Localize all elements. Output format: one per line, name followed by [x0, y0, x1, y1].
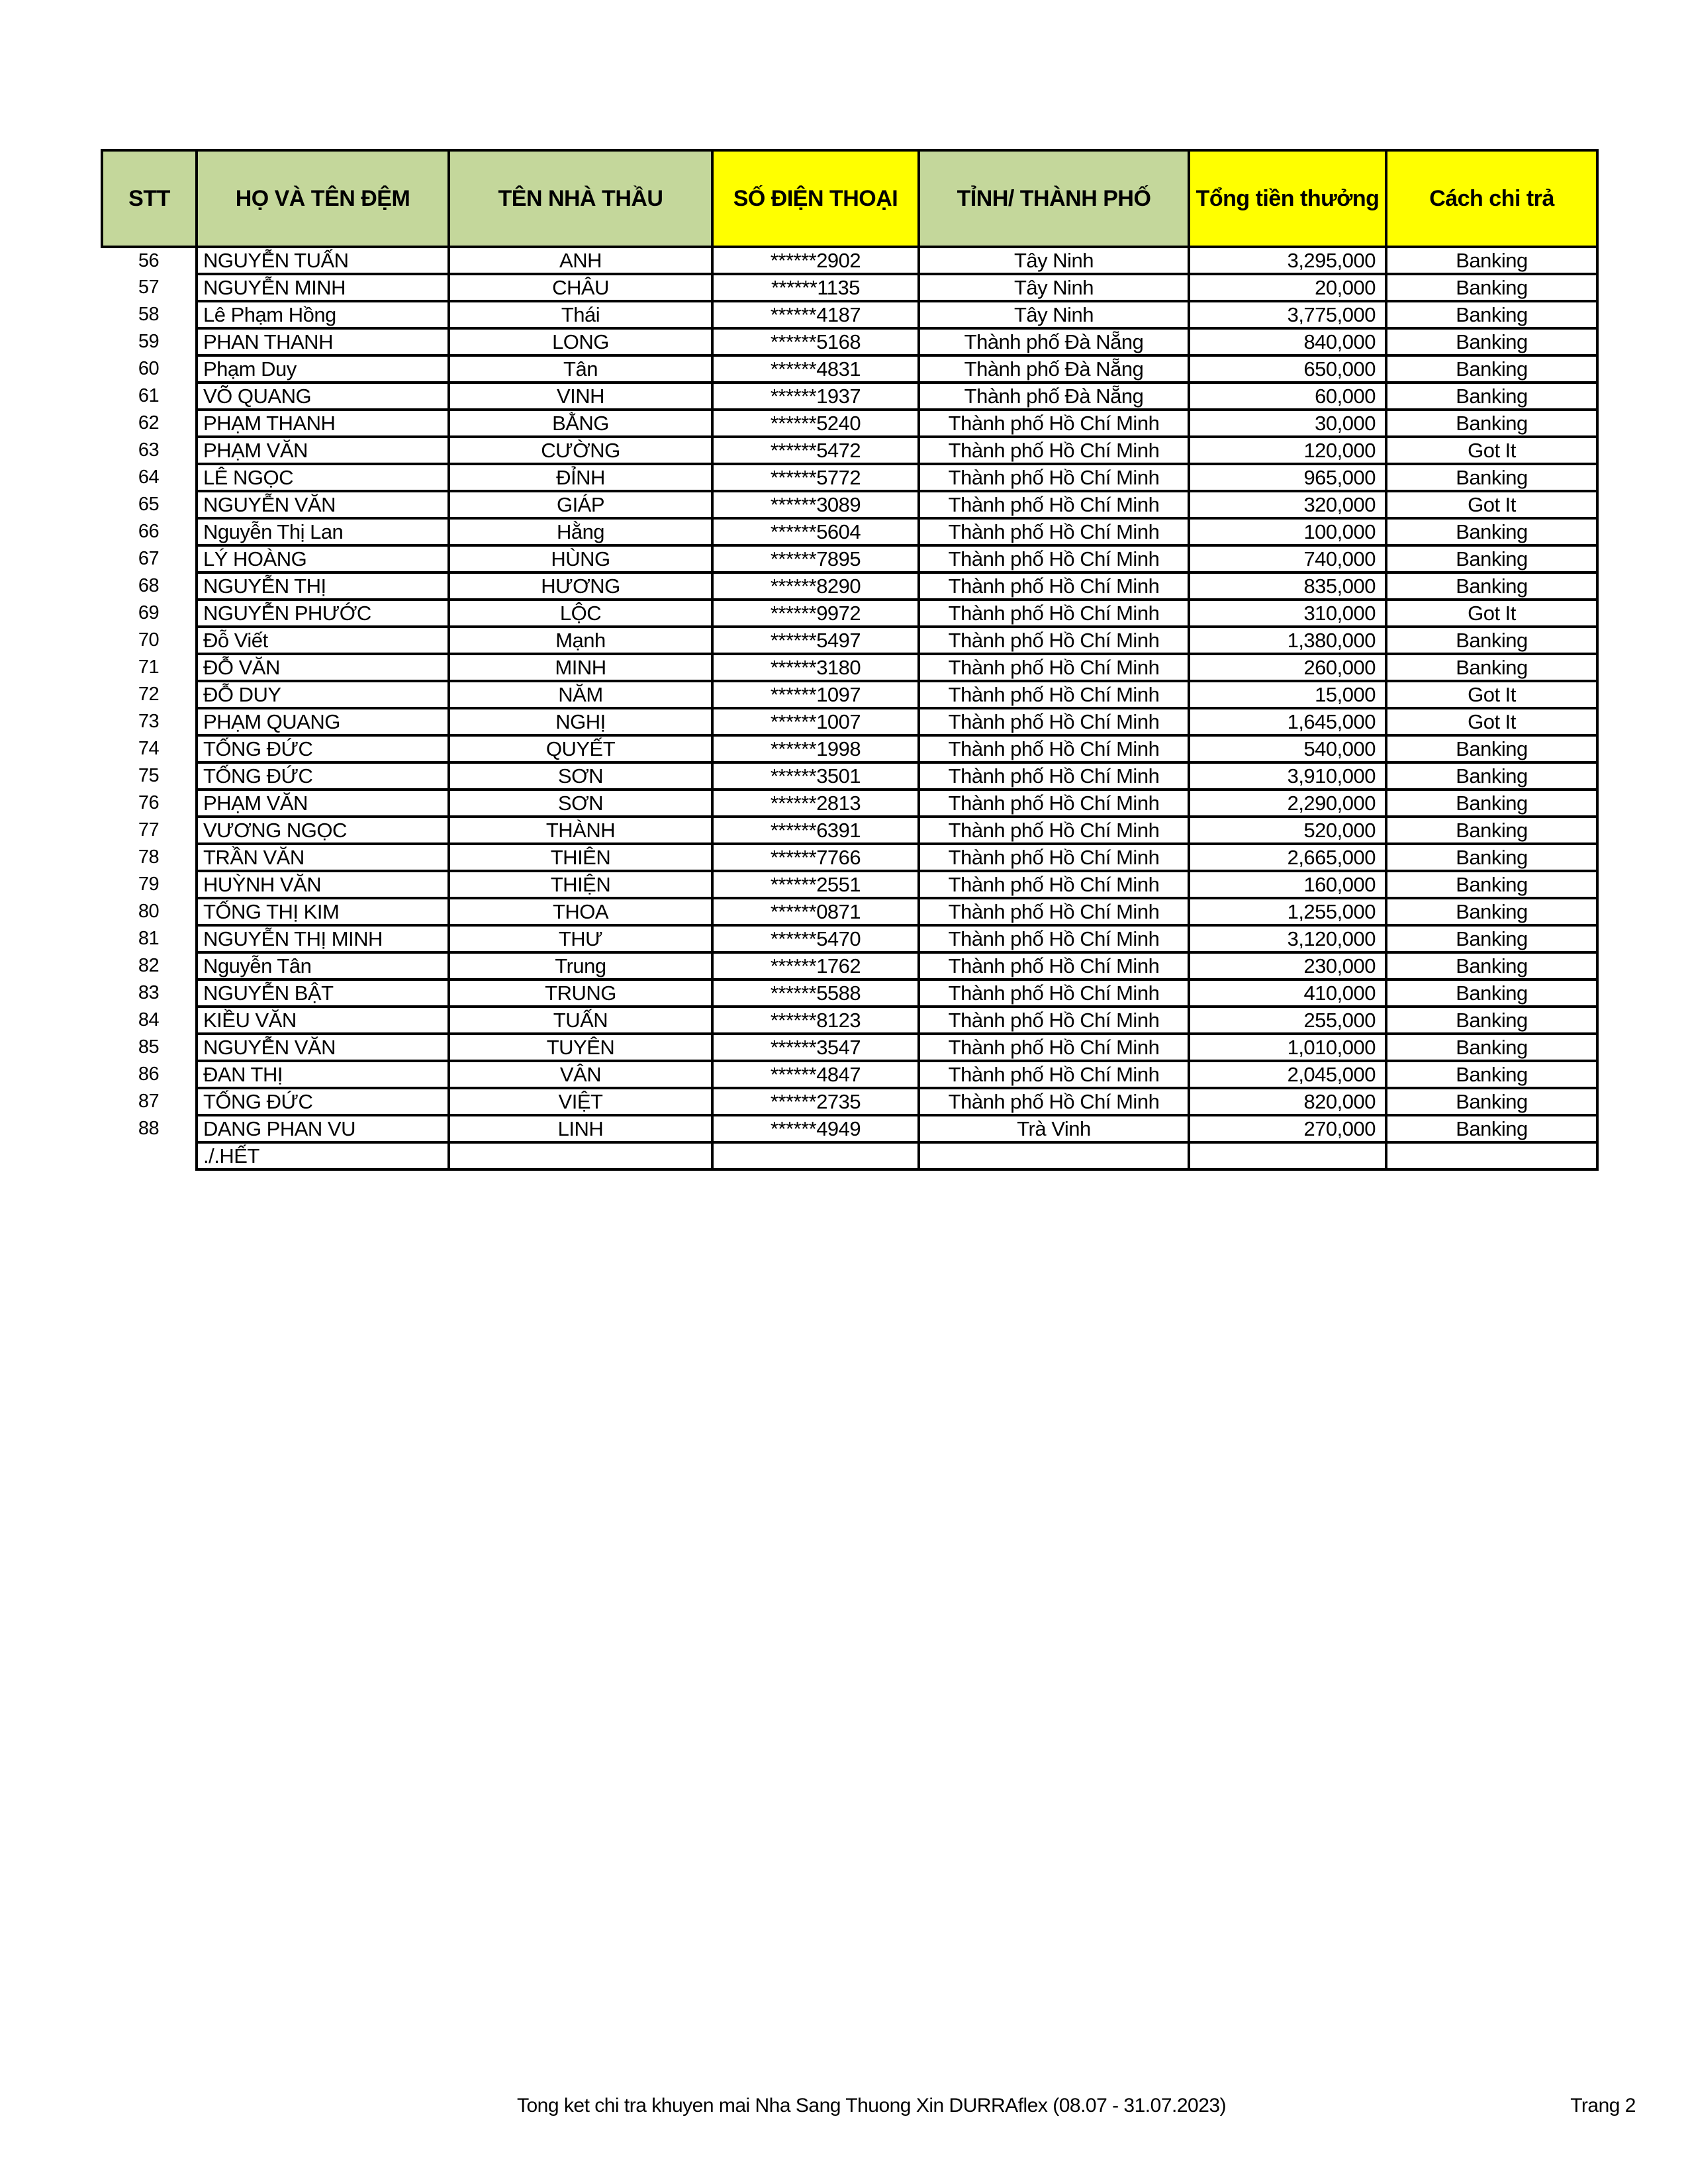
table-row: [102, 355, 1597, 383]
row-stt: 61: [138, 385, 160, 406]
col-header-total-reward: Tổng tiền thưởng: [1189, 150, 1386, 247]
row-payment-method: Banking: [1386, 1115, 1597, 1142]
row-city: Thành phố Đà Nẵng: [919, 383, 1189, 410]
row-amount: 120,000: [1189, 437, 1386, 464]
row-stt: 69: [138, 602, 160, 623]
row-surname: TỐNG ĐỨC: [197, 735, 449, 762]
row-given-name: THOA: [449, 898, 712, 925]
row-phone: ******6391: [712, 817, 919, 844]
row-payment-method: Banking: [1386, 518, 1597, 545]
table-row: [102, 545, 1597, 572]
row-surname: PHẠM VĂN: [197, 437, 449, 464]
row-stt: 64: [138, 467, 160, 488]
row-surname: ĐỖ VĂN: [197, 654, 449, 681]
row-city: Thành phố Hồ Chí Minh: [919, 817, 1189, 844]
row-given-name: TUYÊN: [449, 1034, 712, 1061]
row-phone: ******5588: [712, 979, 919, 1007]
row-payment-method: Banking: [1386, 817, 1597, 844]
row-given-name: ANH: [449, 247, 712, 274]
row-stt: 71: [138, 657, 160, 678]
row-stt: 56: [138, 250, 160, 271]
table-row: [102, 1007, 1597, 1034]
row-payment-method: Banking: [1386, 790, 1597, 817]
row-given-name: Hằng: [449, 518, 712, 545]
row-given-name: THÀNH: [449, 817, 712, 844]
row-phone: ******1998: [712, 735, 919, 762]
row-amount: 840,000: [1189, 328, 1386, 355]
footer-document-title: Tong ket chi tra khuyen mai Nha Sang Thuong Xin DURRAflex (08.07 - 31.07.2023): [517, 2095, 1227, 2116]
row-stt: 78: [138, 846, 160, 868]
payout-table: [101, 149, 1599, 1171]
row-stt: 77: [138, 819, 160, 841]
row-surname: NGUYỄN VĂN: [197, 491, 449, 518]
row-surname: TRẦN VĂN: [197, 844, 449, 871]
row-stt: 81: [138, 928, 160, 949]
row-surname: NGUYỄN PHƯỚC: [197, 600, 449, 627]
row-phone: ******7766: [712, 844, 919, 871]
row-payment-method: Got It: [1386, 681, 1597, 708]
row-surname: NGUYỄN THỊ: [197, 572, 449, 600]
table-row: [102, 383, 1597, 410]
row-surname: NGUYỄN BẬT: [197, 979, 449, 1007]
row-surname: ĐAN THỊ: [197, 1061, 449, 1088]
row-surname: Phạm Duy: [197, 355, 449, 383]
row-given-name: [449, 1142, 712, 1169]
row-stt: 73: [138, 711, 160, 732]
row-surname: Nguyễn Thị Lan: [197, 518, 449, 545]
row-phone: ******0871: [712, 898, 919, 925]
row-given-name: Tân: [449, 355, 712, 383]
row-phone: ******1097: [712, 681, 919, 708]
table-row: [102, 247, 1597, 274]
row-amount: 3,775,000: [1189, 301, 1386, 328]
row-surname: HUỲNH VĂN: [197, 871, 449, 898]
row-city: Thành phố Hồ Chí Minh: [919, 844, 1189, 871]
row-given-name: QUYẾT: [449, 735, 712, 762]
row-amount: 3,120,000: [1189, 925, 1386, 952]
row-stt: 72: [138, 684, 160, 705]
row-stt: 67: [138, 548, 160, 569]
table-row: [102, 817, 1597, 844]
row-payment-method: Banking: [1386, 952, 1597, 979]
row-payment-method: Banking: [1386, 735, 1597, 762]
table-row: [102, 410, 1597, 437]
row-surname: DANG PHAN VU: [197, 1115, 449, 1142]
row-city: Thành phố Hồ Chí Minh: [919, 735, 1189, 762]
row-phone: ******8290: [712, 572, 919, 600]
row-given-name: NGHỊ: [449, 708, 712, 735]
row-phone: ******4949: [712, 1115, 919, 1142]
row-given-name: HÙNG: [449, 545, 712, 572]
row-stt: 84: [138, 1009, 160, 1030]
row-amount: 260,000: [1189, 654, 1386, 681]
row-city: Tây Ninh: [919, 274, 1189, 301]
row-given-name: Mạnh: [449, 627, 712, 654]
row-phone: ******3089: [712, 491, 919, 518]
row-phone: ******3547: [712, 1034, 919, 1061]
row-amount: 30,000: [1189, 410, 1386, 437]
row-city: Thành phố Hồ Chí Minh: [919, 1007, 1189, 1034]
row-phone: ******2813: [712, 790, 919, 817]
row-payment-method: Banking: [1386, 355, 1597, 383]
col-header-contractor-name: TÊN NHÀ THẦU: [449, 150, 712, 247]
row-amount: 1,645,000: [1189, 708, 1386, 735]
row-stt: 74: [138, 738, 160, 759]
row-given-name: CƯỜNG: [449, 437, 712, 464]
row-surname: Lê Phạm Hồng: [197, 301, 449, 328]
row-city: Thành phố Hồ Chí Minh: [919, 545, 1189, 572]
row-payment-method: Banking: [1386, 898, 1597, 925]
table-row: [102, 925, 1597, 952]
row-amount: 2,290,000: [1189, 790, 1386, 817]
row-payment-method: Banking: [1386, 410, 1597, 437]
row-stt: 88: [138, 1118, 160, 1139]
table-row: [102, 979, 1597, 1007]
row-given-name: Trung: [449, 952, 712, 979]
row-given-name: VIỆT: [449, 1088, 712, 1115]
row-stt: 58: [138, 304, 160, 325]
table-row: [102, 1034, 1597, 1061]
row-amount: 20,000: [1189, 274, 1386, 301]
row-payment-method: Banking: [1386, 328, 1597, 355]
row-amount: 3,910,000: [1189, 762, 1386, 790]
table-row: [102, 437, 1597, 464]
row-phone: ******8123: [712, 1007, 919, 1034]
row-phone: ******4847: [712, 1061, 919, 1088]
table-row: [102, 464, 1597, 491]
row-stt: 79: [138, 874, 160, 895]
row-city: Thành phố Hồ Chí Minh: [919, 1088, 1189, 1115]
row-amount: 820,000: [1189, 1088, 1386, 1115]
row-phone: ******3180: [712, 654, 919, 681]
row-payment-method: Got It: [1386, 437, 1597, 464]
row-given-name: LONG: [449, 328, 712, 355]
row-amount: 835,000: [1189, 572, 1386, 600]
row-given-name: Thái: [449, 301, 712, 328]
row-city: Thành phố Hồ Chí Minh: [919, 762, 1189, 790]
row-surname: NGUYỄN VĂN: [197, 1034, 449, 1061]
table-row: [102, 681, 1597, 708]
row-given-name: LỘC: [449, 600, 712, 627]
row-given-name: VINH: [449, 383, 712, 410]
row-surname: NGUYỄN THỊ MINH: [197, 925, 449, 952]
row-amount: 965,000: [1189, 464, 1386, 491]
row-stt: [102, 1142, 197, 1169]
row-given-name: VÂN: [449, 1061, 712, 1088]
row-amount: 520,000: [1189, 817, 1386, 844]
row-city: Thành phố Hồ Chí Minh: [919, 437, 1189, 464]
row-city: Thành phố Đà Nẵng: [919, 328, 1189, 355]
row-surname: TỐNG THỊ KIM: [197, 898, 449, 925]
row-surname: Đỗ Viết: [197, 627, 449, 654]
row-stt: 83: [138, 982, 160, 1003]
table-row: [102, 1061, 1597, 1088]
row-payment-method: Got It: [1386, 708, 1597, 735]
row-stt: 85: [138, 1036, 160, 1058]
row-given-name: BẰNG: [449, 410, 712, 437]
row-surname: KIỀU VĂN: [197, 1007, 449, 1034]
table-row: [102, 328, 1597, 355]
row-given-name: HƯƠNG: [449, 572, 712, 600]
row-city: Tây Ninh: [919, 301, 1189, 328]
row-amount: 1,010,000: [1189, 1034, 1386, 1061]
row-phone: ******2902: [712, 247, 919, 274]
row-payment-method: Banking: [1386, 383, 1597, 410]
row-surname: PHAN THANH: [197, 328, 449, 355]
row-given-name: SƠN: [449, 790, 712, 817]
row-city: Thành phố Hồ Chí Minh: [919, 925, 1189, 952]
row-given-name: TUẤN: [449, 1007, 712, 1034]
row-amount: 540,000: [1189, 735, 1386, 762]
row-phone: ******1135: [712, 274, 919, 301]
row-city: Thành phố Hồ Chí Minh: [919, 410, 1189, 437]
row-given-name: CHÂU: [449, 274, 712, 301]
row-given-name: ĐỈNH: [449, 464, 712, 491]
table-row: [102, 1142, 1597, 1169]
row-amount: 650,000: [1189, 355, 1386, 383]
row-stt: 65: [138, 494, 160, 515]
row-city: Thành phố Hồ Chí Minh: [919, 654, 1189, 681]
row-surname: TỐNG ĐỨC: [197, 1088, 449, 1115]
table-row: [102, 898, 1597, 925]
row-phone: ******3501: [712, 762, 919, 790]
row-city: Thành phố Hồ Chí Minh: [919, 790, 1189, 817]
row-given-name: MINH: [449, 654, 712, 681]
row-surname: LÊ NGỌC: [197, 464, 449, 491]
row-city: Thành phố Hồ Chí Minh: [919, 627, 1189, 654]
row-city: Thành phố Hồ Chí Minh: [919, 871, 1189, 898]
row-amount: 740,000: [1189, 545, 1386, 572]
row-stt: 63: [138, 439, 160, 461]
row-given-name: THIỆN: [449, 871, 712, 898]
row-city: Thành phố Hồ Chí Minh: [919, 681, 1189, 708]
row-given-name: NĂM: [449, 681, 712, 708]
row-phone: ******5497: [712, 627, 919, 654]
row-city: Thành phố Đà Nẵng: [919, 355, 1189, 383]
row-amount: 60,000: [1189, 383, 1386, 410]
col-header-payment-method: Cách chi trả: [1386, 150, 1597, 247]
row-city: Thành phố Hồ Chí Minh: [919, 464, 1189, 491]
row-city: Trà Vinh: [919, 1115, 1189, 1142]
row-stt: 75: [138, 765, 160, 786]
col-header-stt: STT: [102, 150, 197, 247]
row-given-name: THƯ: [449, 925, 712, 952]
row-surname: PHẠM THANH: [197, 410, 449, 437]
row-amount: 100,000: [1189, 518, 1386, 545]
row-stt: 80: [138, 901, 160, 922]
table-row: [102, 654, 1597, 681]
row-payment-method: Banking: [1386, 301, 1597, 328]
table-row: [102, 1088, 1597, 1115]
row-amount: 320,000: [1189, 491, 1386, 518]
row-city: Thành phố Hồ Chí Minh: [919, 600, 1189, 627]
row-city: Thành phố Hồ Chí Minh: [919, 518, 1189, 545]
table-row: [102, 735, 1597, 762]
row-city: Thành phố Hồ Chí Minh: [919, 979, 1189, 1007]
table-row: [102, 762, 1597, 790]
row-amount: 230,000: [1189, 952, 1386, 979]
row-phone: ******2735: [712, 1088, 919, 1115]
row-phone: ******5472: [712, 437, 919, 464]
row-phone: ******2551: [712, 871, 919, 898]
row-city: [919, 1142, 1189, 1169]
row-amount: 410,000: [1189, 979, 1386, 1007]
row-given-name: GIÁP: [449, 491, 712, 518]
row-payment-method: Banking: [1386, 654, 1597, 681]
footer-page-number: Trang 2: [1570, 2095, 1636, 2116]
row-payment-method: Banking: [1386, 762, 1597, 790]
col-header-surname: HỌ VÀ TÊN ĐỆM: [197, 150, 449, 247]
row-city: Thành phố Hồ Chí Minh: [919, 1061, 1189, 1088]
row-amount: 2,665,000: [1189, 844, 1386, 871]
row-payment-method: Banking: [1386, 1088, 1597, 1115]
row-stt: 59: [138, 331, 160, 352]
row-amount: 15,000: [1189, 681, 1386, 708]
row-payment-method: Banking: [1386, 1061, 1597, 1088]
row-payment-method: Banking: [1386, 627, 1597, 654]
row-surname: PHẠM QUANG: [197, 708, 449, 735]
row-surname: VÕ QUANG: [197, 383, 449, 410]
row-phone: ******1762: [712, 952, 919, 979]
table-row: [102, 301, 1597, 328]
row-surname: PHẠM VĂN: [197, 790, 449, 817]
row-payment-method: Banking: [1386, 572, 1597, 600]
table-row: [102, 518, 1597, 545]
row-stt: 68: [138, 575, 160, 596]
row-phone: ******5470: [712, 925, 919, 952]
row-amount: 310,000: [1189, 600, 1386, 627]
row-city: Thành phố Hồ Chí Minh: [919, 491, 1189, 518]
row-payment-method: [1386, 1142, 1597, 1169]
table-header-row: [102, 150, 1597, 247]
table-row: [102, 1115, 1597, 1142]
row-surname: ĐỖ DUY: [197, 681, 449, 708]
row-stt: 86: [138, 1064, 160, 1085]
table-row: [102, 790, 1597, 817]
row-city: Thành phố Hồ Chí Minh: [919, 572, 1189, 600]
row-stt: 82: [138, 955, 160, 976]
row-payment-method: Banking: [1386, 1034, 1597, 1061]
row-city: Thành phố Hồ Chí Minh: [919, 952, 1189, 979]
table-row: [102, 871, 1597, 898]
row-surname: VƯƠNG NGỌC: [197, 817, 449, 844]
row-amount: 270,000: [1189, 1115, 1386, 1142]
row-surname: NGUYỄN MINH: [197, 274, 449, 301]
row-phone: ******1937: [712, 383, 919, 410]
col-header-province-city: TỈNH/ THÀNH PHỐ: [919, 150, 1189, 247]
row-city: Thành phố Hồ Chí Minh: [919, 898, 1189, 925]
row-payment-method: Got It: [1386, 600, 1597, 627]
row-city: Thành phố Hồ Chí Minh: [919, 1034, 1189, 1061]
row-payment-method: Banking: [1386, 844, 1597, 871]
row-amount: 1,255,000: [1189, 898, 1386, 925]
row-surname: NGUYỄN TUẤN: [197, 247, 449, 274]
row-amount: 2,045,000: [1189, 1061, 1386, 1088]
row-phone: ******4831: [712, 355, 919, 383]
row-payment-method: Banking: [1386, 1007, 1597, 1034]
row-surname: TỐNG ĐỨC: [197, 762, 449, 790]
row-surname: ./.HẾT: [197, 1142, 449, 1169]
row-phone: ******5772: [712, 464, 919, 491]
table-row: [102, 708, 1597, 735]
row-payment-method: Banking: [1386, 464, 1597, 491]
row-phone: ******4187: [712, 301, 919, 328]
row-surname: Nguyễn Tân: [197, 952, 449, 979]
row-amount: 1,380,000: [1189, 627, 1386, 654]
row-city: Thành phố Hồ Chí Minh: [919, 708, 1189, 735]
row-amount: [1189, 1142, 1386, 1169]
row-payment-method: Banking: [1386, 979, 1597, 1007]
row-city: Tây Ninh: [919, 247, 1189, 274]
col-header-phone: SỐ ĐIỆN THOẠI: [712, 150, 919, 247]
row-payment-method: Banking: [1386, 925, 1597, 952]
row-surname: LÝ HOÀNG: [197, 545, 449, 572]
row-payment-method: Banking: [1386, 274, 1597, 301]
row-payment-method: Banking: [1386, 247, 1597, 274]
table-row: [102, 952, 1597, 979]
table-row: [102, 572, 1597, 600]
row-payment-method: Banking: [1386, 871, 1597, 898]
row-given-name: SƠN: [449, 762, 712, 790]
row-payment-method: Got It: [1386, 491, 1597, 518]
row-given-name: THIÊN: [449, 844, 712, 871]
row-given-name: TRUNG: [449, 979, 712, 1007]
row-stt: 87: [138, 1091, 160, 1112]
row-stt: 76: [138, 792, 160, 813]
row-phone: ******5168: [712, 328, 919, 355]
table-row: [102, 274, 1597, 301]
row-phone: ******5604: [712, 518, 919, 545]
table-row: [102, 844, 1597, 871]
row-phone: ******9972: [712, 600, 919, 627]
table-row: [102, 627, 1597, 654]
row-phone: ******5240: [712, 410, 919, 437]
row-amount: 255,000: [1189, 1007, 1386, 1034]
row-amount: 3,295,000: [1189, 247, 1386, 274]
row-stt: 62: [138, 412, 160, 433]
row-amount: 160,000: [1189, 871, 1386, 898]
row-phone: ******1007: [712, 708, 919, 735]
row-stt: 66: [138, 521, 160, 542]
row-phone: [712, 1142, 919, 1169]
row-given-name: LINH: [449, 1115, 712, 1142]
row-stt: 70: [138, 629, 160, 651]
row-stt: 60: [138, 358, 160, 379]
row-payment-method: Banking: [1386, 545, 1597, 572]
table-row: [102, 491, 1597, 518]
row-stt: 57: [138, 277, 160, 298]
row-phone: ******7895: [712, 545, 919, 572]
table-row: [102, 600, 1597, 627]
